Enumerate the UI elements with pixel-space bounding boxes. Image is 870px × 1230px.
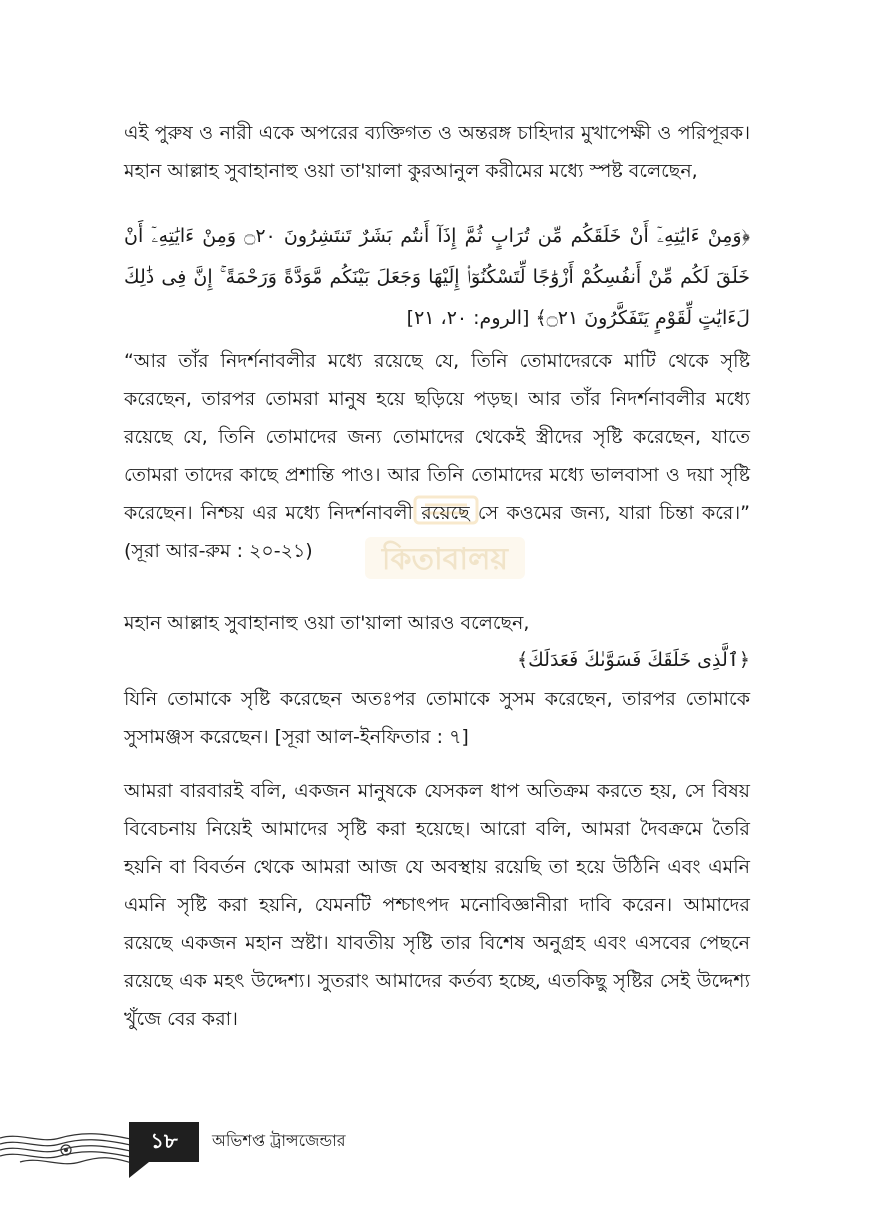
running-book-title: অভিশপ্ত ট্রান্সজেন্ডার [212, 1131, 346, 1150]
quran-verse-ar-rum: ﴿وَمِنْ ءَايَٰتِهِۦٓ أَنْ خَلَقَكُم مِّن تُرَابٍ ثُمَّ إِذَآ أَنتُم بَشَرٌ تَنتَشِرُونَ ۝٢٠ وَمِنْ ءَايَٰتِهِۦٓ أَنْ خَلَقَ لَكُم مِّنْ أَنفُسِكُمْ أَزْوَٰجًا لِّتَسْكُنُوٓا۟ إِلَيْهَا وَجَعَلَ بَيْنَكُم مَّوَدَّةً وَرَحْمَةً ۚ إِنَّ فِى ذَٰلِكَ لَءَايَٰتٍ لِّقَوْمٍ يَتَفَكَّرُونَ ۝٢١﴾ [الروم: ٢٠، ٢١] [124, 225, 750, 329]
page-number-tab-icon [129, 1162, 149, 1178]
verse-translation-paragraph: “আর তাঁর নিদর্শনাবলীর মধ্যে রয়েছে যে, তিনি তোমাদেরকে মাটি থেকে সৃষ্টি করেছেন, তারপর তোমরা মানুষ হয়ে ছড়িয়ে পড়ছ। আর তাঁর নিদর্শনাবলীর মধ্যে রয়েছে যে, তিনি তোমাদের জন্য তোমাদের থেকেই স্ত্রীদের সৃষ্টি করেছেন, যাতে তোমরা তাদের কাছে প্রশান্তি পাও। আর তিনি তোমাদের মধ্যে ভালবাসা ও দয়া সৃষ্টি করেছেন। নিশ্চয় এর মধ্যে নিদর্শনাবলী রয়েছে সে কওমের জন্য, যারা চিন্তা করে।” (সূরা আর-রুম : ২০-২১) [124, 350, 750, 562]
closing-paragraph: আমরা বারবারই বলি, একজন মানুষকে যেসকল ধাপ অতিক্রম করতে হয়, সে বিষয় বিবেচনায় নিয়েই আমাদের সৃষ্টি করা হয়েছে। আরো বলি, আমরা দৈবক্রমে তৈরি হয়নি বা বিবর্তন থেকে আমরা আজ যে অবস্থায় রয়েছি তা হয়ে উঠিনি এবং এমনি এমনি সৃষ্টি করা হয়নি, যেমনটি পশ্চাৎপদ মনোবিজ্ঞানীরা দাবি করেন। আমাদের রয়েছে একজন মহান স্রষ্টা। যাবতীয় সৃষ্টি তার বিশেষ অনুগ্রহ এবং এসবের পেছনে রয়েছে এক মহৎ উদ্দেশ্য। সুতরাং আমাদের কর্তব্য হচ্ছে, এতকিছু সৃষ্টির সেই উদ্দেশ্য খুঁজে বের করা। [124, 780, 750, 1030]
page-footer [0, 1110, 870, 1180]
second-intro-paragraph: মহান আল্লাহ সুবাহানাহু ওয়া তা'য়ালা আরও বলেছেন, [124, 612, 530, 634]
quran-verse-al-infitar: ﴿ٱلَّذِى خَلَقَكَ فَسَوَّىٰكَ فَعَدَلَكَ﴾ [517, 649, 750, 671]
intro-paragraph: এই পুরুষ ও নারী একে অপরের ব্যক্তিগত ও অন্তরঙ্গ চাহিদার মুখাপেক্ষী ও পরিপূরক। মহান আল্লাহ সুবাহানাহু ওয়া তা'য়ালা কুরআনুল করীমের মধ্যে স্পষ্ট বলেছেন, [124, 122, 750, 182]
decorative-wave-lines-icon [0, 1128, 135, 1174]
second-verse-translation: যিনি তোমাকে সৃষ্টি করেছেন অতঃপর তোমাকে সুসম করেছেন, তারপর তোমাকে সুসামঞ্জস করেছেন। [সূরা আল-ইনফিতার : ৭] [124, 688, 750, 748]
svg-text:কিতাবালয়: কিতাবালয় [381, 542, 509, 577]
page-number: ১৮ [129, 1122, 199, 1162]
